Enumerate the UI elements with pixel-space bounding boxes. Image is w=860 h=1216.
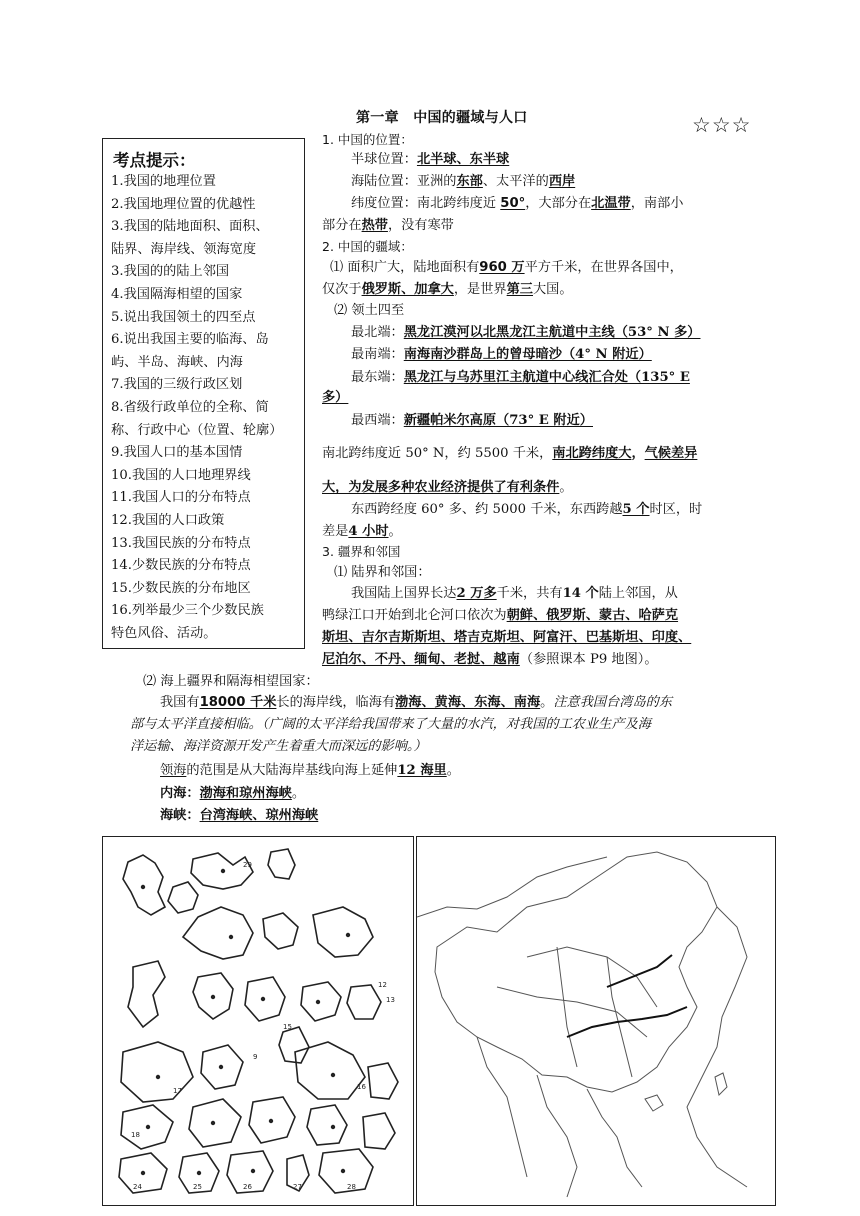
south-extreme	[351, 345, 652, 365]
key-point-item: 陆界、海岸线、领海宽度	[111, 241, 257, 257]
four-extremes-heading: ⑵ 领土四至	[334, 303, 405, 318]
text: 、太平洋的	[482, 174, 549, 189]
ns-span-cont	[322, 478, 573, 498]
key-point-item: 3.我国的陆地面积、面积、	[111, 219, 269, 235]
key-points-box	[102, 138, 305, 649]
capital-dot	[141, 885, 145, 889]
yellow-river-line	[607, 955, 672, 987]
capital-dot	[219, 1065, 223, 1069]
province-border	[497, 987, 647, 1037]
land-border-line-4	[322, 650, 658, 670]
neighbour-border	[537, 1075, 577, 1197]
key-point-item: 1.我国的地理位置	[111, 174, 216, 189]
text: 鸭绿江口开始到北仑河口依次为	[322, 608, 507, 623]
area-line-2	[322, 280, 573, 300]
text: 。	[388, 524, 402, 539]
text: （参照课本 P9 地图）。	[519, 652, 658, 667]
key-point-item: 16.列举最少三个少数民族	[111, 603, 264, 619]
section-2-heading: 2. 中国的疆域：	[322, 239, 413, 254]
capital-dot	[197, 1171, 201, 1175]
capital-dot	[229, 935, 233, 939]
section-1-heading: 1. 中国的位置：	[322, 132, 413, 147]
coast	[687, 907, 747, 1187]
province-number-label: 24	[133, 1183, 142, 1191]
label: 最西端：	[351, 413, 404, 428]
capital-dot	[156, 1075, 160, 1079]
label: 内海：	[160, 786, 200, 801]
province-number-label: 28	[347, 1183, 356, 1191]
label: 最东端：	[351, 370, 404, 385]
text: 差是	[322, 524, 349, 539]
key-point-item: 9.我国人口的基本国情	[111, 445, 243, 461]
province-number-label: 29	[243, 861, 252, 869]
text: ⑴ 面积广大，陆地面积有	[330, 260, 480, 275]
province-number-label: 16	[357, 1083, 366, 1091]
value: 4 小时	[348, 524, 389, 539]
key-point-item: 5.说出我国领土的四至点	[111, 309, 256, 325]
capital-dot	[346, 933, 350, 937]
label: 纬度位置：南北跨纬度近	[351, 196, 497, 211]
neighbour-border	[587, 1089, 642, 1187]
capital-dot	[331, 1073, 335, 1077]
value: 南海南沙群岛上的曾母暗沙（4° N 附近）	[403, 347, 652, 362]
inner-sea	[160, 784, 305, 804]
value: 南北跨纬度大	[552, 446, 632, 461]
east-extreme-cont	[322, 388, 348, 408]
province-number-label: 15	[283, 1023, 292, 1031]
value: 12 海里	[397, 763, 447, 778]
value: 18000 千米	[199, 695, 277, 710]
ns-span	[322, 444, 697, 464]
label: 最南端：	[351, 347, 404, 362]
land-border-heading: ⑴ 陆界和邻国：	[334, 565, 431, 580]
province-outline	[279, 1027, 309, 1063]
text: 东西跨经度 60° 多、约 5000 千米，东西跨越	[351, 502, 623, 517]
province-outline	[347, 985, 381, 1019]
capital-dot	[331, 1125, 335, 1129]
land-border-line-2	[322, 606, 678, 626]
key-point-item: 13.我国民族的分布特点	[111, 535, 251, 551]
capital-dot	[211, 1121, 215, 1125]
capital-dot	[261, 997, 265, 1001]
key-point-item: 7.我国的三级行政区划	[111, 377, 243, 393]
text: 平方千米，在世界各国中，	[524, 260, 683, 275]
province-outline	[363, 1113, 395, 1149]
term: 领海	[160, 763, 187, 778]
capital-dot	[316, 1000, 320, 1004]
label: 海峡：	[160, 808, 200, 823]
province-outline	[295, 1042, 365, 1099]
text: 我国有	[160, 695, 200, 710]
east-extreme	[351, 368, 690, 388]
key-point-item: 称、行政中心（位置、轮廓）	[111, 422, 283, 438]
value: 黑龙江与乌苏里江主航道中心线汇合处（135° E	[403, 370, 690, 385]
province-outline	[313, 907, 373, 957]
text: ，南部小	[630, 196, 684, 211]
value: 大，为发展多种农业经济提供了有利条件	[322, 480, 560, 495]
key-point-item: 3.我国的的陆上邻国	[111, 264, 230, 280]
key-point-item: 4.我国隔海相望的国家	[111, 286, 243, 302]
value: 黑龙江漠河以北黑龙江主航道中主线（53° N 多）	[403, 325, 701, 340]
text: 。	[291, 786, 306, 801]
text: 南北跨纬度近 50° N，约 5500 千米，	[322, 446, 553, 461]
label: 海陆位置：亚洲的	[351, 174, 457, 189]
text: 。	[559, 480, 573, 495]
text: ，大部分在	[525, 196, 592, 211]
ew-span	[351, 500, 702, 520]
label: 半球位置：	[351, 152, 417, 167]
north-extreme	[351, 323, 701, 343]
value: 960 万	[479, 260, 525, 275]
island	[715, 1073, 727, 1095]
key-point-item: 11.我国人口的分布特点	[111, 490, 251, 506]
note: 注意我国台湾岛的东	[553, 695, 673, 710]
key-point-item: 6.说出我国主要的临海、岛	[111, 332, 269, 348]
text: 时区，时	[649, 502, 703, 517]
province-border	[607, 957, 632, 1077]
key-point-item: 12.我国的人口政策	[111, 512, 225, 528]
key-point-item: 8.省级行政单位的全称、简	[111, 399, 269, 415]
land-border-line-1	[351, 584, 678, 604]
latitude-position	[351, 194, 683, 214]
hemisphere-position	[351, 150, 509, 170]
capital-dot	[141, 1171, 145, 1175]
key-point-item: 15.少数民族的分布地区	[111, 580, 251, 596]
value: 50°	[500, 196, 526, 211]
latitude-position-cont	[322, 216, 454, 236]
key-point-item: 特色风俗、活动。	[111, 625, 217, 641]
province-outline	[301, 982, 341, 1021]
value: 第三	[506, 282, 533, 297]
island	[645, 1095, 663, 1111]
text: 千米，共有	[496, 586, 563, 601]
key-point-item: 10.我国的人口地理界线	[111, 467, 251, 483]
value: 14 个	[562, 586, 599, 601]
land-border-line-3	[322, 628, 691, 648]
neighbour-border	[417, 857, 607, 917]
west-extreme	[351, 411, 593, 431]
text: 大国。	[533, 282, 573, 297]
value: 多）	[322, 390, 349, 405]
value: 东部	[456, 174, 483, 189]
text: 部分在	[322, 218, 362, 233]
value: 新疆帕米尔高原（73° E 附近）	[403, 413, 593, 428]
value: 尼泊尔、不丹、缅甸、老挝、越南	[322, 652, 520, 667]
capital-dot	[251, 1169, 255, 1173]
straits	[160, 806, 318, 826]
coastline-line-2: 部与太平洋直接相临。（广阔的太平洋给我国带来了大量的水汽，对我国的工农业生产及海	[130, 717, 651, 732]
value: 俄罗斯、加拿大	[361, 282, 454, 297]
province-outline	[319, 1149, 373, 1193]
value: 北温带	[591, 196, 631, 211]
value: 5 个	[622, 502, 650, 517]
province-outline	[123, 855, 165, 915]
text: 我国陆上国界长达	[351, 586, 457, 601]
qinling-huaihe-line	[567, 1007, 687, 1037]
text: 长的海岸线，临海有	[276, 695, 396, 710]
key-point-item: 屿、半岛、海峡、内海	[111, 354, 243, 370]
province-outline	[368, 1063, 398, 1099]
value: 渤海和琼州海峡	[199, 786, 292, 801]
coastline-line-3: 洋运输、海洋资源开发产生着重大而深远的影响。）	[130, 739, 427, 754]
value: 斯坦、吉尔吉斯斯坦、塔吉克斯坦、阿富汗、巴基斯坦、印度、	[322, 630, 692, 645]
section-3-heading: 3. 疆界和邻国	[322, 544, 401, 559]
province-number-label: 13	[386, 996, 395, 1004]
province-outline	[307, 1105, 347, 1145]
capital-dot	[146, 1125, 150, 1129]
page-title: 第一章 中国的疆域与人口	[356, 110, 528, 126]
value: 朝鲜、俄罗斯、蒙古、哈萨克	[506, 608, 679, 623]
province-border	[557, 947, 577, 1067]
province-number-label: 17	[173, 1087, 182, 1095]
difficulty-stars: ☆☆☆	[692, 113, 752, 137]
ew-span-cont	[322, 522, 402, 542]
value: 渤海、黄海、东海、南海	[395, 695, 541, 710]
value: 气候差异	[644, 446, 698, 461]
sea-border-heading: ⑵ 海上疆界和隔海相望国家：	[143, 674, 319, 689]
key-point-item: 2.我国地理位置的优越性	[111, 196, 256, 212]
area-line	[330, 258, 683, 278]
text: ，	[631, 446, 645, 461]
province-number-label: 25	[193, 1183, 202, 1191]
key-points-heading: 考点提示：	[113, 151, 196, 170]
province-number-label: 12	[378, 981, 387, 989]
value: 2 万多	[456, 586, 497, 601]
value: 热带	[361, 218, 388, 233]
label: 最北端：	[351, 325, 404, 340]
text: 陆上邻国，从	[598, 586, 678, 601]
text: 。	[540, 695, 554, 710]
value: 西岸	[548, 174, 576, 189]
province-number-label: 18	[131, 1131, 140, 1139]
china-border	[435, 852, 717, 1092]
coastline-line-1	[160, 693, 672, 713]
china-outline-svg	[417, 837, 775, 1205]
province-outline	[121, 1042, 193, 1102]
province-outline	[168, 882, 198, 913]
sea-land-position	[351, 172, 575, 192]
value: 台湾海峡、琼州海峡	[199, 808, 319, 823]
text: ，没有寒带	[387, 218, 454, 233]
capital-dot	[221, 869, 225, 873]
province-outlines-svg	[103, 837, 413, 1205]
territorial-sea	[160, 761, 460, 781]
province-outline	[268, 849, 295, 879]
province-number-label: 9	[253, 1053, 258, 1061]
text: 。	[446, 763, 460, 778]
capital-dot	[211, 995, 215, 999]
province-outline	[128, 961, 165, 1027]
china-outline-map	[416, 836, 776, 1206]
capital-dot	[341, 1169, 345, 1173]
province-outline	[263, 913, 298, 949]
text: 仅次于	[322, 282, 362, 297]
province-outlines-map	[102, 836, 414, 1206]
value: 北半球、东半球	[416, 152, 510, 167]
province-number-label: 26	[243, 1183, 252, 1191]
key-points-list	[111, 171, 301, 645]
province-outline	[183, 907, 253, 959]
key-point-item: 14.少数民族的分布特点	[111, 558, 251, 574]
capital-dot	[269, 1119, 273, 1123]
province-number-label: 27	[293, 1183, 302, 1191]
text: ，是世界	[453, 282, 507, 297]
text: 的范围是从大陆海岸基线向海上延伸	[186, 763, 398, 778]
